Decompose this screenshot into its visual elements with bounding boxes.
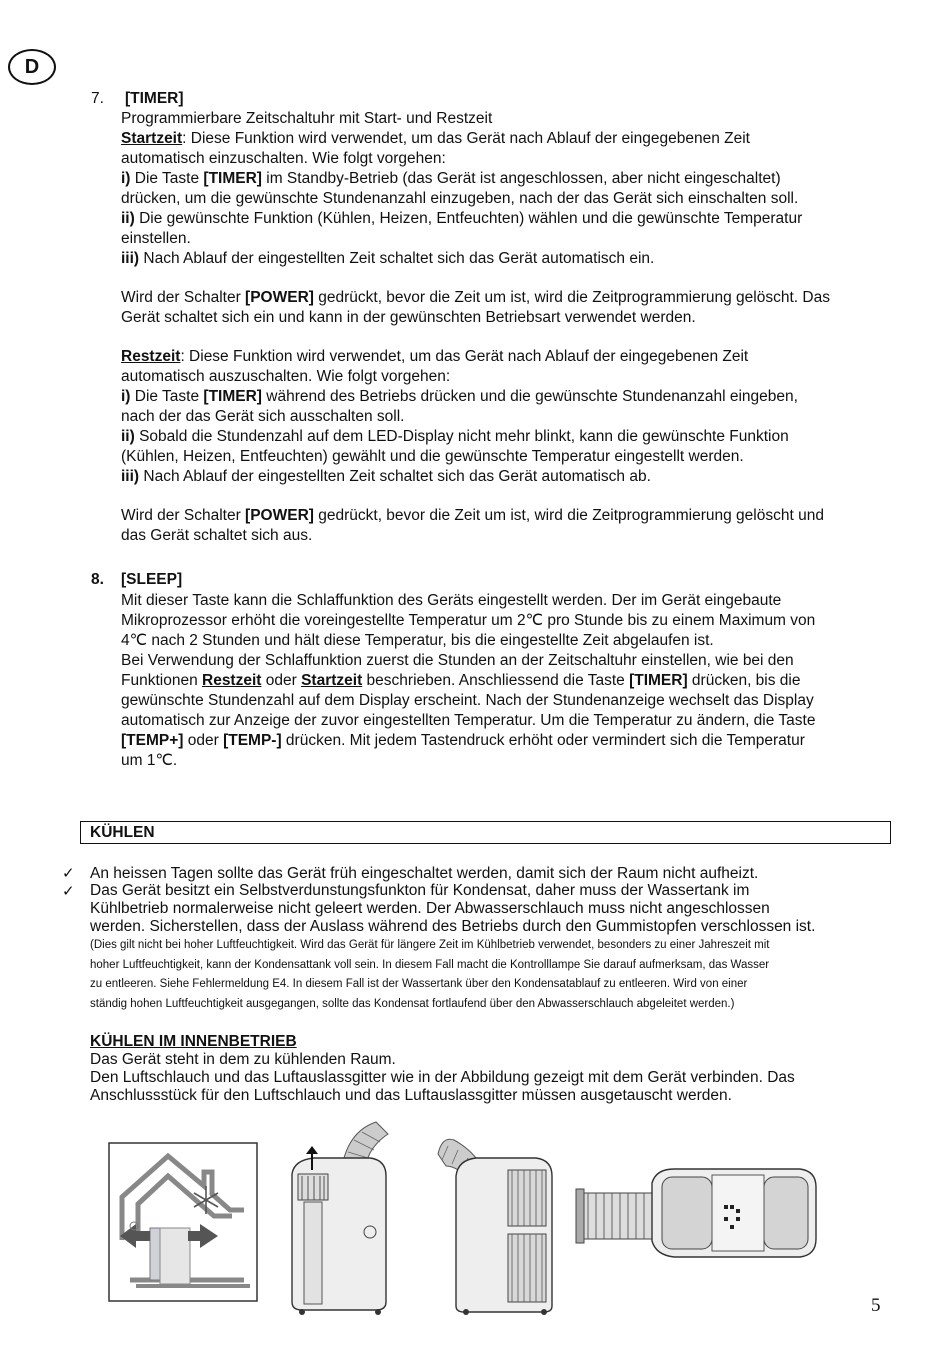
rest-step-3 xyxy=(121,467,830,487)
power-key: [POWER] xyxy=(245,289,314,306)
indoor-title: KÜHLEN IM INNENBETRIEB xyxy=(90,1033,297,1050)
step-marker: iii) xyxy=(121,468,140,485)
restzeit-ref: Restzeit xyxy=(202,672,262,689)
cooling-bullet-1: An heissen Tagen sollte das Gerät früh eingeschaltet werden, damit sich der Raum nicht aufheizt. xyxy=(90,865,759,882)
note-text: gedrückt, bevor die Zeit um ist, wird die Zeitprogrammierung gelöscht und xyxy=(313,507,824,524)
sleep-text: oder xyxy=(261,672,302,689)
start-line-2: automatisch einzuschalten. Wie folgt vorgehen: xyxy=(121,150,446,167)
step-text: Sobald die Stundenzahl auf dem LED-Display nicht mehr blinkt, kann die gewünschte Funktion xyxy=(134,428,789,445)
temp-plus-key: [TEMP+] xyxy=(121,732,184,749)
bullet-line: Kühlbetrieb normalerweise nicht geleert werden. Der Abwasserschlauch muss nicht angeschlossen xyxy=(90,900,770,917)
note-text: Wird der Schalter xyxy=(121,507,246,524)
section-header-cooling: KÜHLEN xyxy=(80,821,891,844)
language-badge-label: D xyxy=(24,55,40,78)
unit-back-illustration xyxy=(432,1134,558,1316)
timer-key: [TIMER] xyxy=(203,170,262,187)
rest-label: Restzeit xyxy=(121,348,181,365)
rest-step-1-line-2: nach der das Gerät sich ausschalten soll. xyxy=(121,408,405,425)
bullet-note: hoher Luftfeuchtigkeit, kann der Kondensattank voll sein. In diesem Fall macht die Kontrolllampe Sie darauf aufmerksam, das Wasser xyxy=(90,958,770,971)
start-step-1-line-2: drücken, um die gewünschte Stundenanzahl einzugeben, nach der das Gerät sich einschalten soll. xyxy=(121,190,799,207)
rest-step-1 xyxy=(121,387,830,407)
indoor-line: Anschlussstück für den Luftschlauch und das Luftauslassgitter müssen ausgetauscht werden. xyxy=(90,1087,732,1104)
sleep-line xyxy=(121,731,815,751)
timer-key: [TIMER] xyxy=(629,672,688,689)
step-text: Die Taste xyxy=(130,388,204,405)
bullet-line: werden. Sicherstellen, dass der Auslass während des Betriebs durch den Gummistopfen verschlossen ist. xyxy=(90,918,816,935)
sleep-line: Mit dieser Taste kann die Schlaffunktion des Geräts eingestellt werden. Der im Gerät eingebaute xyxy=(121,592,782,609)
step-marker: ii) xyxy=(121,210,135,227)
step-marker: ii) xyxy=(121,428,135,445)
rest-line-2: automatisch auszuschalten. Wie folgt vorgehen: xyxy=(121,368,451,385)
item-8-title: [SLEEP] xyxy=(121,571,183,588)
sleep-line: automatisch zur Anzeige der zuvor eingestellten Temperatur. Um die Temperatur zu ändern, die Taste xyxy=(121,712,816,729)
rest-line-1-text: : Diese Funktion wird verwendet, um das Gerät nach Ablauf der eingegebenen Zeit xyxy=(180,348,749,365)
timer-subtitle: Programmierbare Zeitschaltuhr mit Start- und Restzeit xyxy=(121,110,493,127)
page-number: 5 xyxy=(871,1295,881,1316)
sleep-text: drücken. Mit jedem Tastendruck erhöht oder vermindert sich die Temperatur xyxy=(281,732,805,749)
start-label: Startzeit xyxy=(121,130,183,147)
step-text: Nach Ablauf der eingestellten Zeit schaltet sich das Gerät automatisch ab. xyxy=(139,468,651,485)
power-note-1 xyxy=(121,288,830,308)
start-step-1 xyxy=(121,169,830,189)
check-icon: ✓ xyxy=(62,883,75,900)
indoor-cooling xyxy=(90,1033,795,1105)
power-key: [POWER] xyxy=(245,507,314,524)
sleep-line xyxy=(121,671,815,691)
item-8-number: 8. xyxy=(91,571,104,588)
power-note-1-line-2: Gerät schaltet sich ein und kann in der gewünschten Betriebsart verwendet werden. xyxy=(121,309,696,326)
check-icon: ✓ xyxy=(62,865,75,882)
bullet-note: zu entleeren. Siehe Fehlermeldung E4. In diesem Fall ist der Wassertank über den Kondensatablauf zu entleeren. Wird von einer xyxy=(90,978,748,990)
startzeit-ref: Startzeit xyxy=(301,672,363,689)
note-text: gedrückt, bevor die Zeit um ist, wird die Zeitprogrammierung gelöscht. Das xyxy=(313,289,830,306)
rest-line-1 xyxy=(121,347,830,367)
sleep-text: oder xyxy=(183,732,224,749)
power-note-2-line-2: das Gerät schaltet sich aus. xyxy=(121,527,313,544)
temp-minus-key: [TEMP-] xyxy=(223,732,282,749)
unit-top-view-illustration xyxy=(574,1167,818,1259)
bullet-line: Das Gerät besitzt ein Selbstverdunstungsfunkton für Kondensat, daher muss der Wassertank im xyxy=(90,882,750,899)
step-text: Die Taste xyxy=(130,170,204,187)
sleep-text: Funktionen xyxy=(121,672,202,689)
sleep-line: um 1℃. xyxy=(121,752,178,769)
step-marker: i) xyxy=(121,170,131,187)
power-note-2 xyxy=(121,506,830,526)
timer-key: [TIMER] xyxy=(203,388,262,405)
start-line-1 xyxy=(121,129,830,149)
indoor-line: Den Luftschlauch und das Luftauslassgitter wie in der Abbildung gezeigt mit dem Gerät verbinden. Das xyxy=(90,1069,795,1086)
rest-step-2-line-2: (Kühlen, Heizen, Entfeuchten) gewählt und die gewünschte Temperatur eingestellt werden. xyxy=(121,448,744,465)
cooling-bullet-2 xyxy=(90,882,815,1014)
sleep-line: 4℃ nach 2 Stunden und hält diese Temperatur, bis die eingestellte Zeit abgelaufen ist. xyxy=(121,632,714,649)
indoor-line: Das Gerät steht in dem zu kühlenden Raum. xyxy=(90,1051,396,1068)
step-marker: iii) xyxy=(121,250,140,267)
note-text: Wird der Schalter xyxy=(121,289,246,306)
sleep-text: drücken, bis die xyxy=(687,672,801,689)
item-7-number: 7. xyxy=(91,90,104,107)
start-step-2 xyxy=(121,209,830,229)
item-7-body xyxy=(121,109,830,546)
start-step-2-line-2: einstellen. xyxy=(121,230,191,247)
sleep-text: beschrieben. Anschliessend die Taste xyxy=(362,672,630,689)
step-text: Die gewünschte Funktion (Kühlen, Heizen, Entfeuchten) wählen und die gewünschte Temperatur xyxy=(134,210,803,227)
start-step-3 xyxy=(121,249,830,269)
step-text: im Standby-Betrieb (das Gerät ist angeschlossen, aber nicht eingeschaltet) xyxy=(261,170,781,187)
step-marker: i) xyxy=(121,388,131,405)
unit-front-illustration xyxy=(284,1120,394,1316)
item-7-title: [TIMER] xyxy=(125,90,184,107)
start-line-1-text: : Diese Funktion wird verwendet, um das Gerät nach Ablauf der eingegebenen Zeit xyxy=(182,130,750,147)
language-badge xyxy=(8,49,56,85)
bullet-note: ständig hohen Luftfeuchtigkeit ausgegangen, sollte das Kondensat fortlaufend über den Abwasserschlauch abgeleitet werden.) xyxy=(90,997,735,1010)
step-text: während des Betriebs drücken und die gewünschte Stundenanzahl eingeben, xyxy=(261,388,798,405)
sleep-line: Mikroprozessor erhöht die voreingestellte Temperatur um 2℃ pro Stunde bis zu einem Maximum von xyxy=(121,612,816,629)
step-text: Nach Ablauf der eingestellten Zeit schaltet sich das Gerät automatisch ein. xyxy=(139,250,655,267)
sleep-line: gewünschte Stundenzahl auf dem Display erscheint. Nach der Stundenanzeige wechselt das Display xyxy=(121,692,814,709)
house-cooling-illustration xyxy=(108,1142,258,1302)
rest-step-2 xyxy=(121,427,830,447)
sleep-line: Bei Verwendung der Schlaffunktion zuerst die Stunden an der Zeitschaltuhr einstellen, wie bei den xyxy=(121,652,794,669)
bullet-note: (Dies gilt nicht bei hoher Luftfeuchtigkeit. Wird das Gerät für längere Zeit im Kühlbetrieb verwendet, besonders zu einer Jahreszeit mit xyxy=(90,939,770,951)
item-8-body xyxy=(121,591,815,771)
